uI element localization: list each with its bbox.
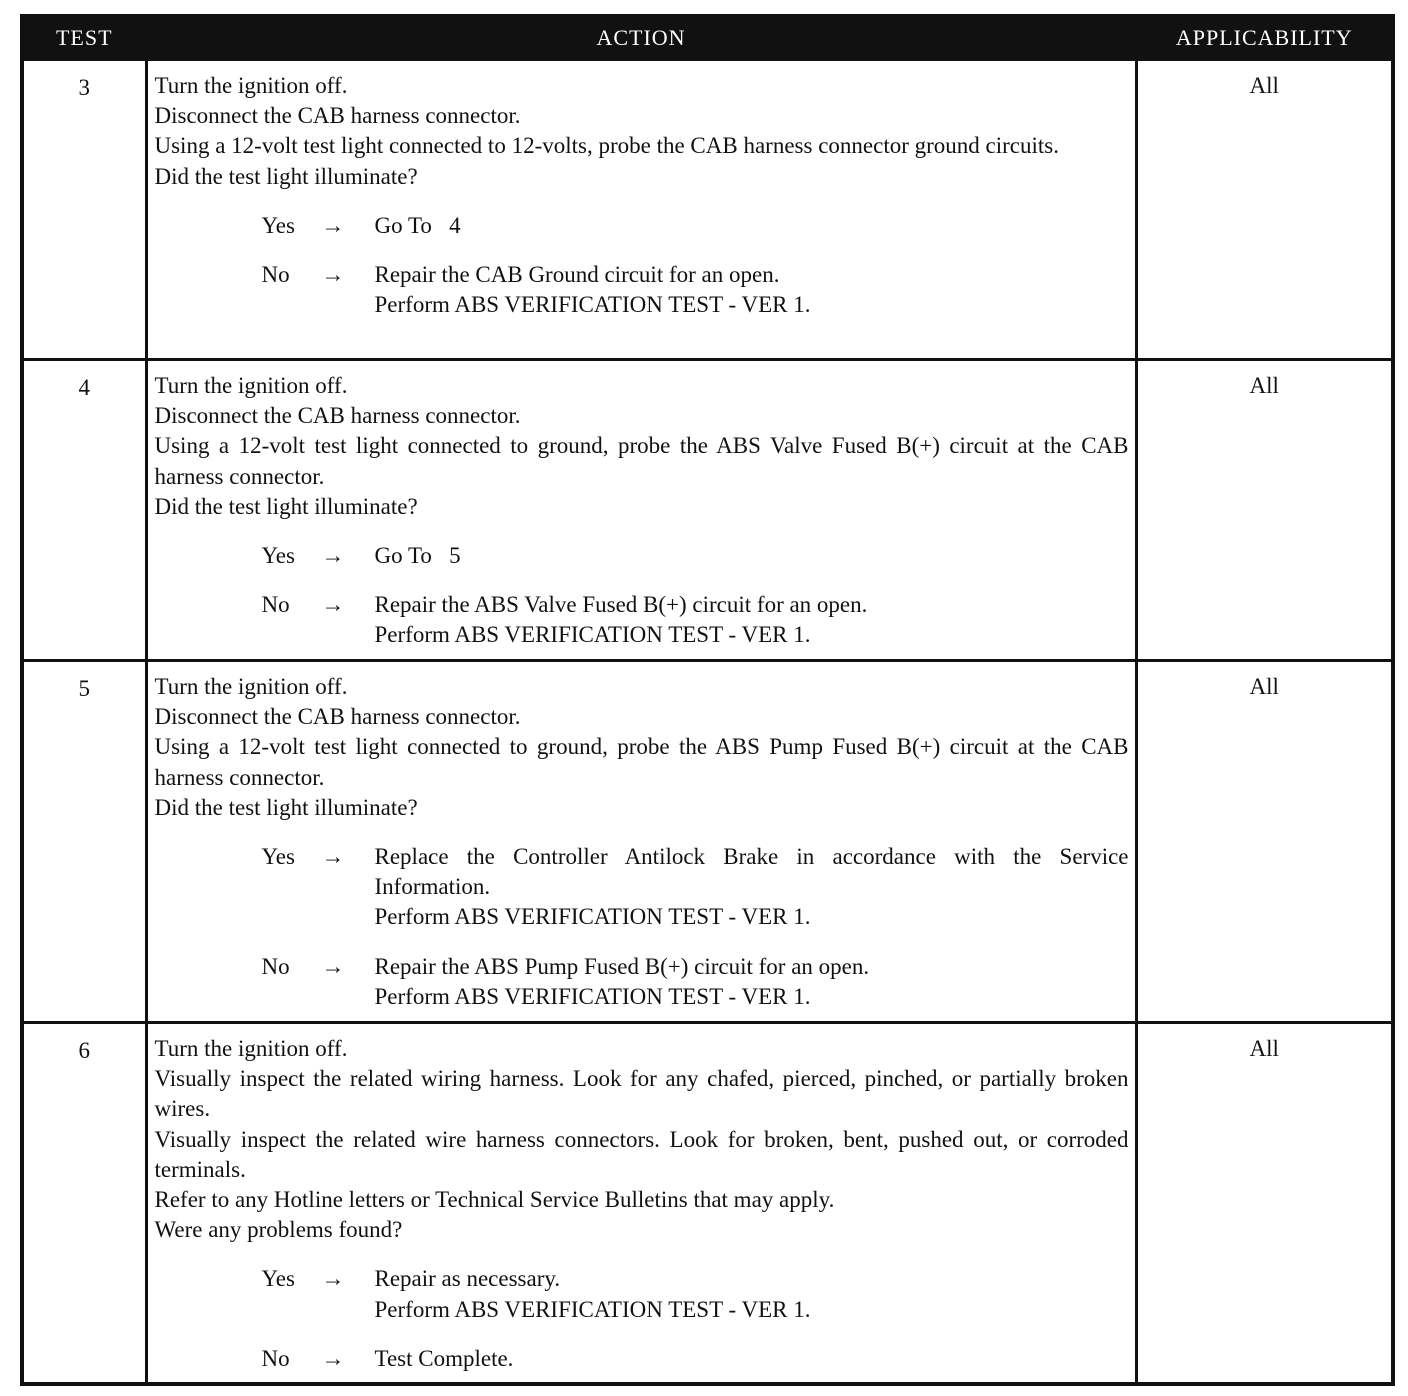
action-step: Turn the ignition off. [154,73,348,98]
action-step: Were any problems found? [154,1217,403,1243]
table-row [22,60,1393,360]
response-line: Go To 4 [374,212,461,238]
header-test: TEST [22,16,146,60]
applicability-value: All [1136,360,1393,661]
response-yes [262,541,1129,571]
response-label: Yes [261,1266,295,1292]
response-label: Yes [261,212,295,238]
test-number: 3 [22,60,146,360]
action-step: Did the test light illuminate? [154,493,418,519]
table-row [22,360,1393,661]
response-line: Perform ABS VERIFICATION TEST - VER 1. [374,904,811,930]
response-line: Perform ABS VERIFICATION TEST - VER 1. [374,1296,811,1322]
response-line: Go To 5 [374,543,461,569]
applicability-value: All [1136,60,1393,360]
action-step: Visually inspect the related wiring harness. Look for any chafed, pierced, pinched, or partially broken wires. [154,1066,1129,1122]
response-label: Yes [261,543,295,569]
test-number: 4 [22,360,146,661]
header-action: ACTION [146,16,1136,60]
response-yes [262,1264,1129,1324]
action-step: Refer to any Hotline letters or Technical Service Bulletins that may apply. [154,1187,835,1213]
table-row [22,1023,1393,1385]
arrow-icon: → [321,543,345,569]
response-line: Perform ABS VERIFICATION TEST - VER 1. [374,292,811,318]
action-step: Visually inspect the related wire harness connectors. Look for broken, bent, pushed out, or corroded terminals. [154,1126,1129,1182]
arrow-icon: → [321,592,345,618]
response-no [262,590,1129,650]
response-line: Perform ABS VERIFICATION TEST - VER 1. [374,983,811,1009]
action-cell [146,60,1136,360]
response-line: Test Complete. [374,1345,514,1371]
arrow-icon: → [321,1345,345,1371]
action-step: Using a 12-volt test light connected to ground, probe the ABS Pump Fused B(+) circuit at the CAB harness connector. [154,734,1129,790]
response-text [375,842,1129,933]
response-line: Replace the Controller Antilock Brake in accordance with the Service Information. [374,844,1129,900]
response-text [375,260,1129,320]
action-step: Turn the ignition off. [154,674,348,699]
response-line: Repair the ABS Pump Fused B(+) circuit for an open. [374,953,870,979]
action-step: Disconnect the CAB harness connector. [154,403,521,429]
response-label: No [261,1345,290,1371]
response-text [375,211,1129,241]
response-no [262,1344,1129,1374]
action-step: Using a 12-volt test light connected to 12-volts, probe the CAB harness connector ground circuits. [154,133,1059,159]
response-line: Repair the CAB Ground circuit for an open. [374,262,780,288]
response-text [375,541,1129,571]
action-step: Disconnect the CAB harness connector. [154,704,521,730]
action-step: Disconnect the CAB harness connector. [154,103,521,129]
response-line: Repair as necessary. [374,1266,561,1292]
header-row [22,16,1393,60]
applicability-value: All [1136,1023,1393,1385]
response-no [262,260,1129,320]
action-step: Using a 12-volt test light connected to ground, probe the ABS Valve Fused B(+) circuit at the CAB harness connector. [154,433,1129,489]
response-line: Repair the ABS Valve Fused B(+) circuit for an open. [374,592,868,618]
test-number: 5 [22,661,146,1023]
arrow-icon: → [321,953,345,979]
response-line: Perform ABS VERIFICATION TEST - VER 1. [374,622,811,648]
response-text [375,590,1129,650]
action-step: Did the test light illuminate? [154,794,418,820]
action-step: Turn the ignition off. [154,373,348,398]
response-label: No [261,953,290,979]
response-label: Yes [261,844,295,870]
action-cell [146,1023,1136,1385]
header-applicability: APPLICABILITY [1136,16,1393,60]
response-yes [262,211,1129,241]
arrow-icon: → [321,1266,345,1292]
response-label: No [261,262,290,288]
arrow-icon: → [321,844,345,870]
applicability-value: All [1136,661,1393,1023]
action-step: Did the test light illuminate? [154,163,418,189]
action-cell [146,360,1136,661]
action-step: Turn the ignition off. [154,1036,348,1061]
diagnostic-test-table [20,14,1395,1386]
test-number: 6 [22,1023,146,1385]
response-no [262,952,1129,1012]
response-text [375,1264,1129,1324]
action-cell [146,661,1136,1023]
arrow-icon: → [321,212,345,238]
arrow-icon: → [321,262,345,288]
response-label: No [261,592,290,618]
table-row [22,661,1393,1023]
response-yes [262,842,1129,933]
response-text [375,952,1129,1012]
response-text [375,1344,1129,1374]
